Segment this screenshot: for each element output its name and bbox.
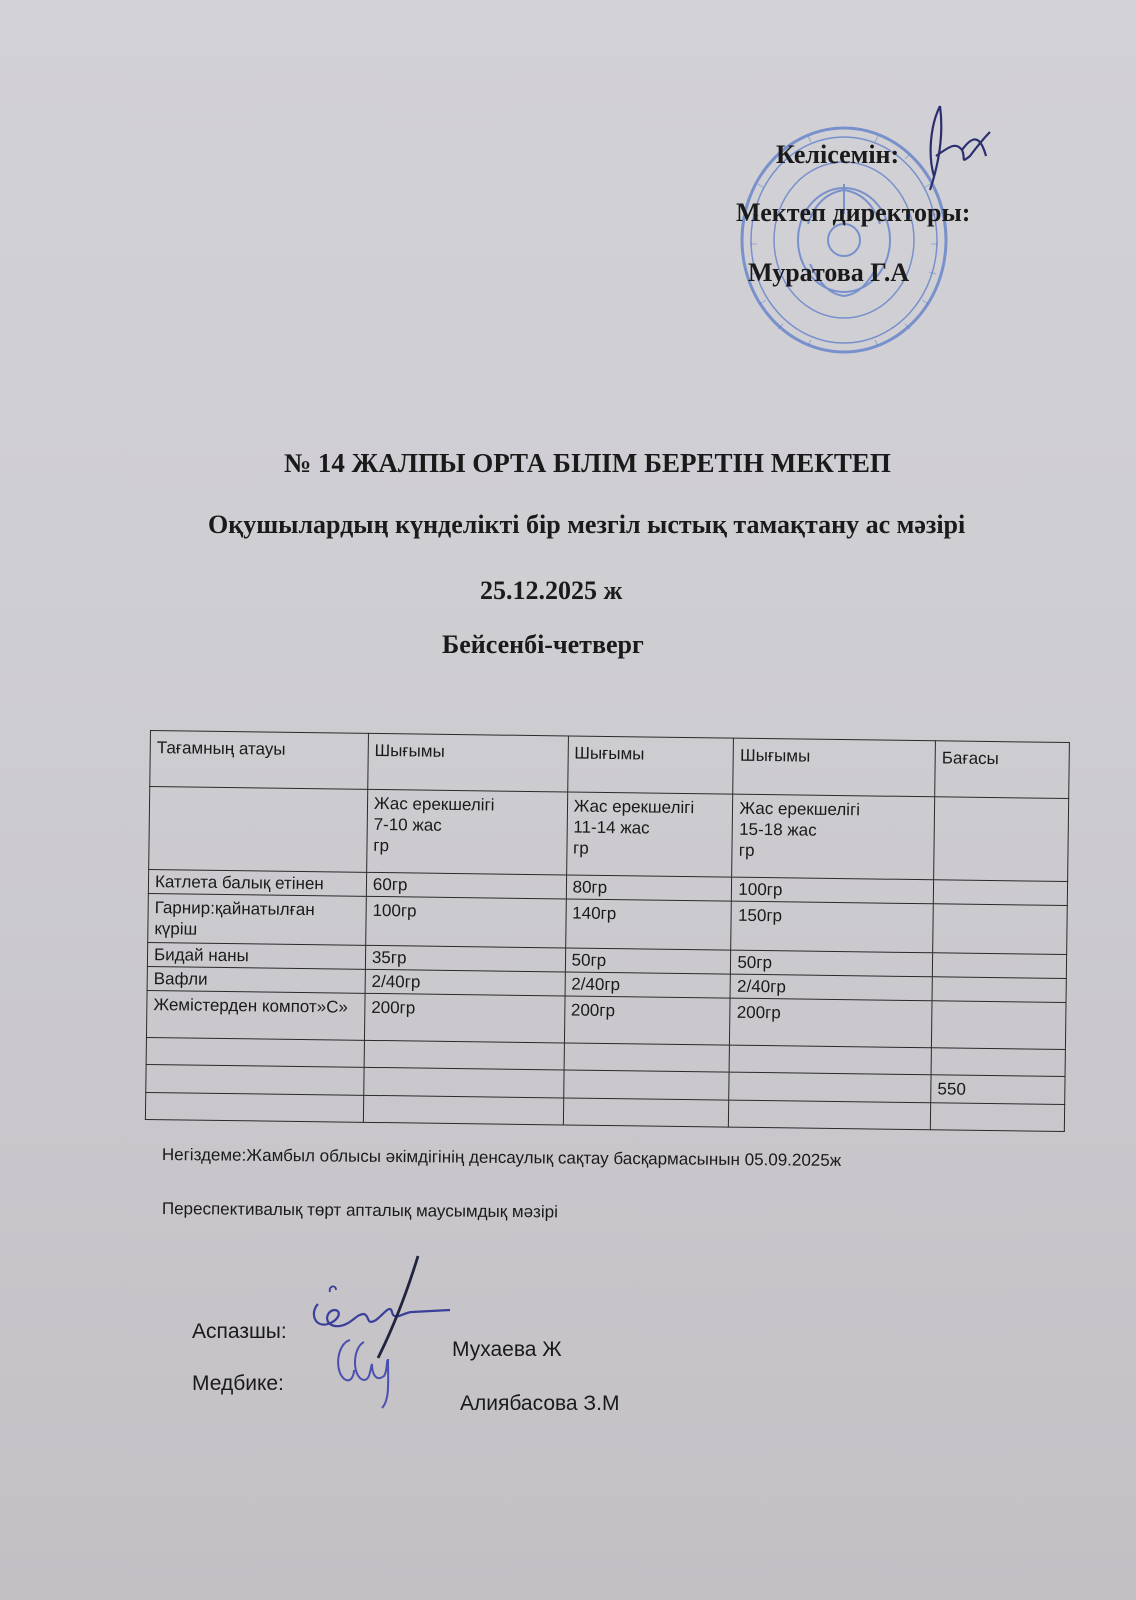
menu-weekday: Бейсенбі-четверг: [442, 630, 644, 659]
header-yield-11-14: Шығымы: [567, 736, 734, 794]
subheader-empty: [149, 787, 368, 873]
price: [932, 977, 1066, 1003]
basis-line-1: Негіздеме:Жамбыл облысы әкімдігінің денсаулық сақтау басқармасынын 05.09.2025ж: [161, 1145, 842, 1170]
yield-11-14: 80гр: [566, 875, 732, 901]
price: [933, 880, 1067, 906]
yield-11-14: [563, 1070, 729, 1100]
yield-11-14: 140гр: [565, 899, 731, 950]
table-subheader-row: [149, 787, 1069, 882]
yield-11-14: [564, 1043, 730, 1072]
yield-15-18: [729, 1072, 931, 1103]
unit: гр: [738, 840, 755, 860]
yield-11-14: 2/40гр: [565, 972, 731, 998]
yield-15-18: 150гр: [731, 901, 933, 953]
subheader-age-7-10: [367, 789, 568, 875]
header-yield-7-10: Шығымы: [368, 733, 568, 792]
yield-7-10: 2/40гр: [365, 969, 565, 996]
yield-7-10: 100гр: [366, 896, 566, 948]
yield-11-14: [563, 1098, 729, 1127]
header-yield-15-18: Шығымы: [733, 738, 935, 797]
age-label: Жас ерекшелігі: [573, 796, 695, 818]
price: [933, 904, 1068, 955]
total-price: 550: [931, 1075, 1065, 1105]
subheader-price-empty: [934, 797, 1069, 882]
menu-date: 25.12.2025 ж: [480, 576, 623, 605]
age-range: 11-14 жас: [573, 817, 650, 838]
menu-title: Оқушылардың күнделікті бір мезгіл ыстық тамақтану ас мәзірі: [208, 510, 966, 539]
dish-name: Гарнир:қайнатылған күріш: [148, 893, 366, 945]
director-position: Мектеп директоры:: [736, 198, 971, 227]
age-range: 15-18 жас: [739, 819, 817, 840]
yield-7-10: 60гр: [366, 872, 566, 899]
menu-table: [145, 730, 1070, 1132]
yield-7-10: [364, 1040, 564, 1070]
dish-name: Вафли: [147, 966, 365, 993]
price: [930, 1103, 1064, 1132]
yield-15-18: [729, 1045, 931, 1075]
nurse-signature-icon: [330, 1330, 410, 1410]
yield-7-10: [363, 1095, 563, 1125]
yield-7-10: 35гр: [365, 945, 565, 972]
subheader-age-11-14: [566, 792, 733, 877]
dish-name: Жемістерден компот»С»: [146, 990, 364, 1040]
yield-15-18: 2/40гр: [730, 974, 932, 1001]
price: [932, 1001, 1066, 1050]
dish-name: [146, 1037, 364, 1067]
dish-name: Бидай наны: [147, 942, 365, 969]
header-price: Бағасы: [935, 741, 1070, 799]
yield-15-18: 100гр: [732, 877, 934, 904]
dish-name: [146, 1064, 364, 1095]
subheader-age-15-18: [732, 794, 935, 880]
agreed-label: Келісемін:: [776, 140, 900, 169]
director-signature-icon: [900, 96, 1000, 196]
price: [931, 1048, 1065, 1077]
yield-15-18: 200гр: [730, 998, 932, 1048]
header-dish-name: Тағамның атауы: [150, 731, 369, 790]
director-name: Муратова Г.А: [748, 258, 910, 287]
cook-label: Аспазшы:: [192, 1320, 287, 1343]
price: [932, 953, 1066, 979]
dish-name: Катлета балық етінен: [148, 869, 366, 896]
age-range: 7-10 жас: [373, 814, 442, 835]
school-title: № 14 ЖАЛПЫ ОРТА БІЛІМ БЕРЕТІН МЕКТЕП: [284, 448, 891, 478]
yield-7-10: 200гр: [364, 993, 564, 1043]
nurse-label: Медбике:: [192, 1372, 284, 1395]
basis-line-2: Переспективалық төрт апталық маусымдық мәзірі: [161, 1199, 558, 1222]
dish-name: [145, 1092, 363, 1122]
yield-15-18: [729, 1100, 931, 1130]
unit: гр: [572, 838, 589, 858]
age-label: Жас ерекшелігі: [373, 793, 495, 815]
yield-7-10: [364, 1067, 564, 1098]
yield-11-14: 200гр: [564, 996, 730, 1045]
yield-15-18: 50гр: [731, 950, 933, 977]
nurse-name: Алиябасова З.М: [460, 1392, 620, 1415]
cook-name: Мухаева Ж: [452, 1338, 562, 1361]
age-label: Жас ерекшелігі: [739, 798, 861, 820]
yield-11-14: 50гр: [565, 948, 731, 974]
unit: гр: [373, 835, 390, 856]
